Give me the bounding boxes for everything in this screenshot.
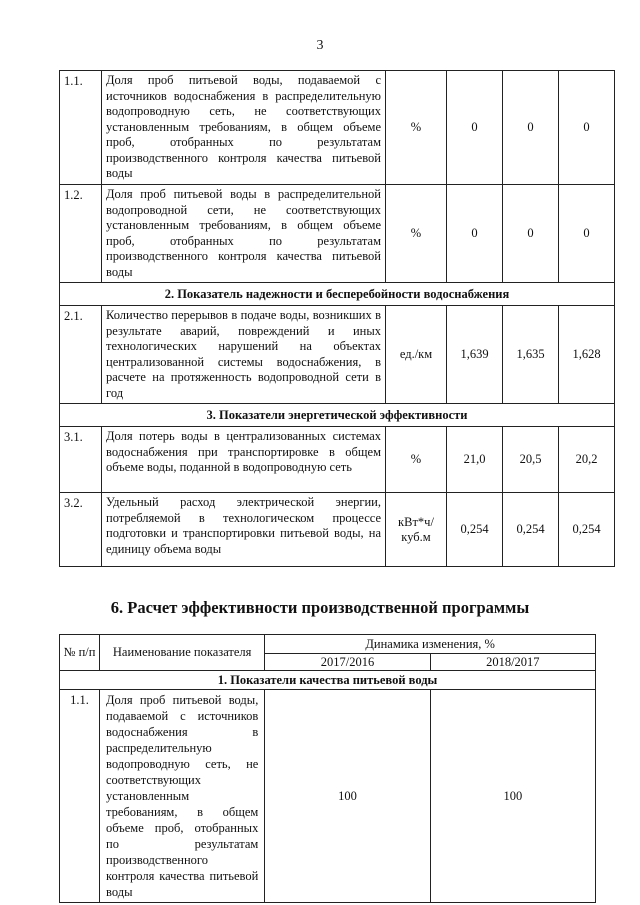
row-value: 0: [559, 185, 615, 283]
row-value: 0: [447, 185, 503, 283]
table-row: [60, 690, 596, 903]
section-title: 2. Показатель надежности и бесперебойности водоснабжения: [60, 283, 615, 306]
header-year: 2017/2016: [265, 654, 430, 671]
row-value: 21,0: [447, 427, 503, 493]
section-row: [60, 404, 615, 427]
section-row: [60, 283, 615, 306]
table-row: [60, 493, 615, 567]
row-unit: %: [386, 185, 447, 283]
row-value: 100: [265, 690, 430, 903]
header-name: Наименование показателя: [100, 635, 265, 671]
row-number: 3.2.: [60, 493, 102, 567]
row-value: 20,2: [559, 427, 615, 493]
efficiency-table: [59, 634, 596, 903]
header-row: [60, 635, 596, 654]
row-value: 0: [503, 71, 559, 185]
table-row: [60, 306, 615, 404]
row-number: 2.1.: [60, 306, 102, 404]
header-year: 2018/2017: [430, 654, 595, 671]
section-row: [60, 671, 596, 690]
section-title: 1. Показатели качества питьевой воды: [60, 671, 596, 690]
row-value: 0: [559, 71, 615, 185]
row-value: 0,254: [559, 493, 615, 567]
row-number: 3.1.: [60, 427, 102, 493]
page-number: 3: [316, 38, 324, 53]
row-description: Доля проб питьевой воды, подаваемой с источников водоснабжения в распределительную водопроводную сеть, не соответствующих установленным требованиям, в общем объеме проб, отобранных по результатам производственного контроля качества питьевой воды: [102, 71, 386, 185]
section-title: 3. Показатели энергетической эффективности: [60, 404, 615, 427]
row-value: 100: [430, 690, 595, 903]
header-number: № п/п: [60, 635, 100, 671]
header-dynamics: Динамика изменения, %: [265, 635, 596, 654]
row-number: 1.1.: [60, 71, 102, 185]
row-unit: кВт*ч/ куб.м: [386, 493, 447, 567]
row-description: Удельный расход электрической энергии, потребляемой в технологическом процессе подготовки и транспортировки питьевой воды, на единицу объема воды: [102, 493, 386, 567]
row-value: 20,5: [503, 427, 559, 493]
row-value: 0: [503, 185, 559, 283]
table-row: [60, 71, 615, 185]
section-heading: 6. Расчет эффективности производственной программы: [110, 598, 530, 617]
row-number: 1.1.: [60, 690, 100, 903]
table-row: [60, 185, 615, 283]
row-description: Доля проб питьевой воды, подаваемой с источников водоснабжения в распределительную водопроводную сеть, не соответствующих установленным требованиям, в общем объеме проб, отобранных по результатам производственного контроля качества питьевой воды: [100, 690, 265, 903]
row-description: Доля потерь воды в централизованных системах водоснабжения при транспортировке в общем объеме воды, поданной в водопроводную сеть: [102, 427, 386, 493]
row-value: 1,628: [559, 306, 615, 404]
row-number: 1.2.: [60, 185, 102, 283]
row-value: 0,254: [503, 493, 559, 567]
row-value: 0,254: [447, 493, 503, 567]
row-value: 0: [447, 71, 503, 185]
row-unit: %: [386, 71, 447, 185]
table-row: [60, 427, 615, 493]
row-unit: ед./км: [386, 306, 447, 404]
row-value: 1,635: [503, 306, 559, 404]
indicators-table: [59, 70, 615, 567]
row-description: Доля проб питьевой воды в распределительной водопроводной сети, не соответствующих установленным требованиям, в общем объеме проб, отобранных по результатам производственного контроля качества питьевой воды: [102, 185, 386, 283]
row-unit: %: [386, 427, 447, 493]
row-value: 1,639: [447, 306, 503, 404]
row-description: Количество перерывов в подаче воды, возникших в результате аварий, повреждений и иных технологических нарушений на объектах централизованной системы водоснабжения, в расчете на протяженность водопроводной сети в год: [102, 306, 386, 404]
